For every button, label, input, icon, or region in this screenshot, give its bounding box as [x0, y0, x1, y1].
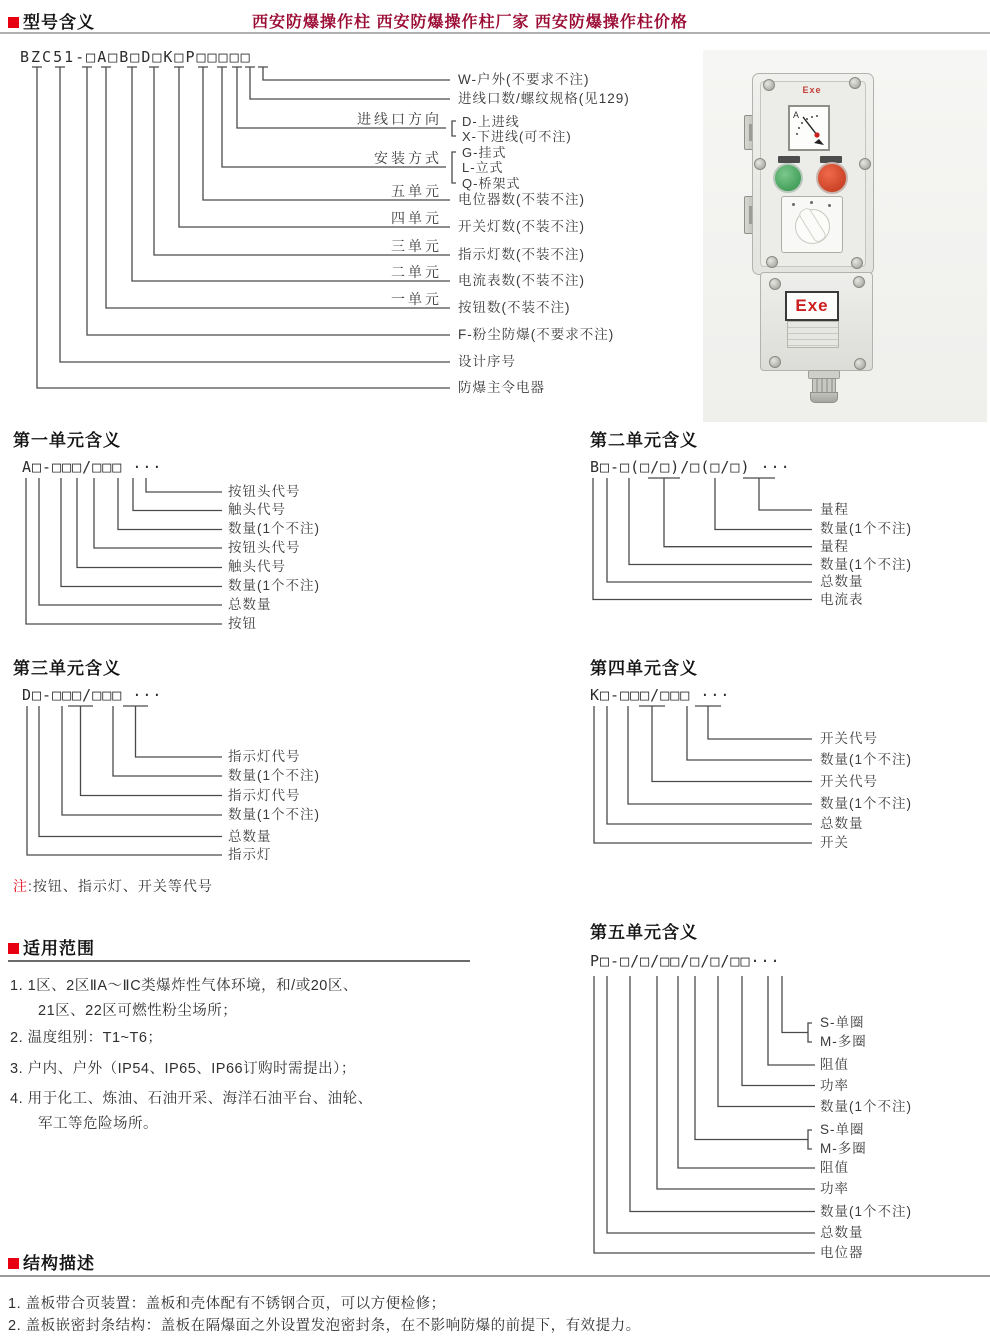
header-divider: [0, 32, 990, 34]
unit-label-1: 一单元: [391, 291, 442, 307]
structure-divider: [0, 1275, 990, 1277]
option-inlet-bottom: X-下进线(可不注): [462, 129, 572, 144]
exe-badge: Exe: [785, 291, 839, 321]
unit2-model-code: B□-□(□/□)/□(□/□) ···: [590, 458, 791, 476]
unit-label-5: 五单元: [391, 183, 442, 199]
unit4-label: 数量(1个不注): [820, 752, 912, 767]
structure-item: 1. 盖板带合页装置：盖板和壳体配有不锈钢合页，可以方便检修；: [8, 1296, 446, 1312]
scope-title-text: 适用范围: [23, 939, 95, 958]
unit5-label: 功率: [820, 1181, 849, 1196]
red-square-icon: [8, 17, 19, 28]
unit1-label: 总数量: [228, 597, 272, 612]
label-inlet-spec: 进线口数/螺纹规格(见129): [458, 91, 630, 106]
label-dust-proof: F-粉尘防爆(不要求不注): [458, 327, 615, 342]
unit5-label: S-单圈: [820, 1015, 865, 1030]
unit3-label: 指示灯: [228, 847, 272, 862]
structure-title: [8, 1249, 95, 1274]
unit1-label: 按钮头代号: [228, 484, 301, 499]
unit3-title: 第三单元含义: [13, 659, 121, 678]
bolt-icon: [854, 358, 866, 370]
unit2-connector-lines: [580, 470, 830, 615]
unit-label-mounting: 安装方式: [374, 150, 442, 166]
option-mount-hang: G-挂式: [462, 145, 507, 160]
bolt-icon: [859, 158, 871, 170]
switch-mark: [792, 203, 795, 206]
unit-label-3: 三单元: [391, 238, 442, 254]
exe-marking: Exe: [802, 85, 822, 95]
unit3-label: 指示灯代号: [228, 788, 301, 803]
unit1-label: 按钮: [228, 616, 257, 631]
option-mount-bridge: Q-桥架式: [462, 176, 521, 191]
unit-label-2: 二单元: [391, 264, 442, 280]
unit5-label: 阻值: [820, 1160, 849, 1175]
unit5-title: 第五单元含义: [590, 923, 698, 942]
unit2-label: 量程: [820, 539, 849, 554]
unit5-label: M-多圈: [820, 1034, 867, 1049]
unit5-label: 电位器: [820, 1245, 864, 1260]
unit4-title: 第四单元含义: [590, 659, 698, 678]
scope-item: 军工等危险场所。: [38, 1116, 158, 1132]
green-start-button[interactable]: [773, 163, 803, 193]
unit1-label: 触头代号: [228, 502, 286, 517]
unit4-connector-lines: [580, 698, 830, 858]
unit5-model-code: P□-□/□/□□/□/□/□□···: [590, 952, 781, 970]
unit4-model-code: K□-□□□/□□□ ···: [590, 686, 731, 704]
structure-item: 2. 盖板嵌密封条结构：盖板在隔爆面之外设置发泡密封条，在不影响防爆的前提下，有效提力。: [8, 1318, 641, 1334]
unit5-label: 阻值: [820, 1057, 849, 1072]
rotary-switch[interactable]: [781, 196, 843, 253]
bolt-icon: [769, 278, 781, 290]
label-switch-count: 开关灯数(不装不注): [458, 219, 585, 234]
scope-title: [8, 934, 95, 959]
cable-gland-tip: [810, 392, 838, 403]
label-button-count: 按钮数(不装不注): [458, 300, 571, 315]
unit4-label: 开关: [820, 835, 849, 850]
bolt-icon: [851, 257, 863, 269]
label-outdoor: W-户外(不要求不注): [458, 72, 590, 87]
model-code: BZC51-□A□B□D□K□P□□□□□: [20, 48, 252, 66]
ammeter-unit-label: A: [793, 110, 800, 120]
bolt-icon: [763, 79, 775, 91]
page-title-text: 型号含义: [23, 13, 95, 32]
page-title: [8, 8, 95, 33]
switch-mark: [828, 204, 831, 207]
bolt-icon: [766, 256, 778, 268]
unit1-title: 第一单元含义: [13, 431, 121, 450]
bolt-icon: [769, 356, 781, 368]
unit3-label: 数量(1个不注): [228, 807, 320, 822]
unit5-connector-lines: [580, 968, 830, 1268]
red-square-icon: [8, 1258, 19, 1269]
option-mount-stand: L-立式: [462, 160, 504, 175]
unit5-label: 数量(1个不注): [820, 1204, 912, 1219]
unit2-label: 电流表: [820, 592, 864, 607]
unit5-label: M-多圈: [820, 1141, 867, 1156]
bolt-icon: [853, 276, 865, 288]
unit5-label: 功率: [820, 1078, 849, 1093]
note-prefix: 注: [13, 878, 28, 894]
unit-label-4: 四单元: [391, 210, 442, 226]
bolt-icon: [849, 77, 861, 89]
unit5-label: S-单圈: [820, 1122, 865, 1137]
unit3-label: 数量(1个不注): [228, 768, 320, 783]
unit4-label: 开关代号: [820, 774, 878, 789]
note-line: [13, 876, 213, 896]
unit2-label: 总数量: [820, 574, 864, 589]
product-photo: [703, 50, 987, 422]
red-stop-button[interactable]: [816, 162, 848, 194]
label-indicator-count: 指示灯数(不装不注): [458, 247, 585, 262]
unit3-connector-lines: [0, 698, 240, 873]
ammeter-face: [790, 107, 824, 145]
unit2-label: 数量(1个不注): [820, 557, 912, 572]
nameplate: [787, 321, 839, 348]
scope-item: 1. 1区、2区ⅡA～ⅡC类爆炸性气体环境，和/或20区、: [10, 978, 358, 994]
scope-item: 2. 温度组别：T1~T6；: [10, 1030, 163, 1046]
seo-links[interactable]: 西安防爆操作柱 西安防爆操作柱厂家 西安防爆操作柱价格: [252, 14, 688, 31]
ammeter: [788, 105, 830, 151]
label-design-serial: 设计序号: [458, 354, 516, 369]
unit1-label: 按钮头代号: [228, 540, 301, 555]
scope-divider: [8, 960, 470, 962]
label-ammeter-count: 电流表数(不装不注): [458, 273, 585, 288]
unit1-label: 数量(1个不注): [228, 521, 320, 536]
button-label-plate: [778, 156, 800, 163]
label-potentiometer-count: 电位器数(不装不注): [458, 192, 585, 207]
red-square-icon: [8, 943, 19, 954]
note-text: :按钮、指示灯、开关等代号: [28, 878, 213, 894]
unit2-title: 第二单元含义: [590, 431, 698, 450]
unit1-connector-lines: [0, 470, 240, 640]
cable-gland-body: [812, 378, 836, 393]
unit1-label: 数量(1个不注): [228, 578, 320, 593]
unit5-label: 总数量: [820, 1225, 864, 1240]
switch-mark: [810, 201, 813, 204]
unit2-label: 量程: [820, 502, 849, 517]
scope-item: 4. 用于化工、炼油、石油开采、海洋石油平台、油轮、: [10, 1091, 373, 1107]
option-inlet-top: D-上进线: [462, 114, 520, 129]
unit3-label: 指示灯代号: [228, 749, 301, 764]
unit3-label: 总数量: [228, 829, 272, 844]
unit5-label: 数量(1个不注): [820, 1099, 912, 1114]
unit4-label: 开关代号: [820, 731, 878, 746]
bolt-icon: [754, 158, 766, 170]
structure-title-text: 结构描述: [23, 1254, 95, 1273]
unit2-label: 数量(1个不注): [820, 521, 912, 536]
unit3-model-code: D□-□□□/□□□ ···: [22, 686, 163, 704]
unit-label-inlet-direction: 进线口方向: [357, 111, 442, 127]
label-master-device: 防爆主令电器: [458, 380, 545, 395]
unit4-label: 总数量: [820, 816, 864, 831]
scope-item: 21区、22区可燃性粉尘场所；: [38, 1003, 238, 1019]
unit1-label: 触头代号: [228, 559, 286, 574]
unit1-model-code: A□-□□□/□□□ ···: [22, 458, 163, 476]
unit4-label: 数量(1个不注): [820, 796, 912, 811]
scope-item: 3. 户内、户外（IP54、IP65、IP66订购时需提出）；: [10, 1061, 356, 1077]
